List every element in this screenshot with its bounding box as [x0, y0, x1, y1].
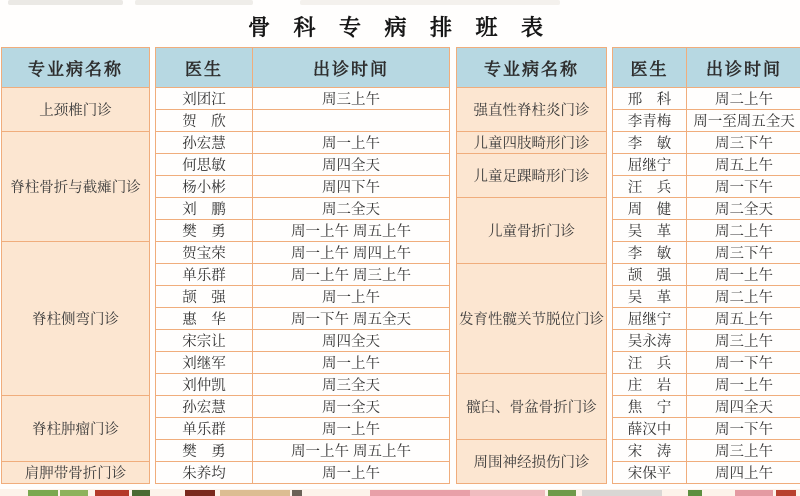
schedule-row [2, 462, 450, 484]
schedule-row [2, 132, 450, 154]
time-cell: 周五上午 [687, 308, 800, 330]
time-cell: 周三上午 [253, 88, 450, 110]
schedule-row [457, 374, 800, 396]
time-cell: 周一上午 [253, 418, 450, 440]
bottom-edge-artifacts [0, 489, 800, 496]
column-header-disease: 专业病名称 [457, 48, 607, 88]
time-cell: 周二全天 [687, 198, 800, 220]
doctor-cell: 贺 欣 [156, 110, 253, 132]
left-schedule-table [1, 47, 450, 484]
right-schedule-table [456, 47, 800, 484]
time-cell: 周一上午 周四上午 [253, 242, 450, 264]
time-cell: 周一下午 [687, 352, 800, 374]
doctor-cell: 樊 勇 [156, 220, 253, 242]
schedule-row [457, 440, 800, 462]
doctor-cell: 汪 兵 [613, 352, 687, 374]
top-smudge [8, 0, 123, 5]
bottom-strip-segment [95, 490, 129, 496]
bottom-strip-segment [582, 490, 662, 496]
time-cell: 周三上午 [687, 330, 800, 352]
doctor-cell: 刘继军 [156, 352, 253, 374]
schedule-row [457, 132, 800, 154]
disease-group-cell: 脊柱骨折与截瘫门诊 [2, 132, 150, 242]
doctor-cell: 庄 岩 [613, 374, 687, 396]
time-cell: 周一上午 [253, 132, 450, 154]
time-cell: 周三上午 [687, 440, 800, 462]
time-cell: 周一下午 [687, 176, 800, 198]
column-header-disease: 专业病名称 [2, 48, 150, 88]
time-cell: 周四上午 [687, 462, 800, 484]
doctor-cell: 贺宝荣 [156, 242, 253, 264]
time-cell: 周三全天 [253, 374, 450, 396]
doctor-cell: 李 敏 [613, 242, 687, 264]
time-cell: 周一上午 [253, 352, 450, 374]
time-cell: 周三下午 [687, 132, 800, 154]
schedule-row [457, 88, 800, 110]
disease-group-cell: 脊柱肿瘤门诊 [2, 396, 150, 462]
doctor-cell: 刘仲凯 [156, 374, 253, 396]
doctor-cell: 单乐群 [156, 264, 253, 286]
time-cell: 周四全天 [253, 330, 450, 352]
disease-group-cell: 肩胛带骨折门诊 [2, 462, 150, 484]
column-header-doctor: 医生 [613, 48, 687, 88]
tables-wrapper [1, 47, 800, 484]
disease-group-cell: 强直性脊柱炎门诊 [457, 88, 607, 132]
bottom-strip-segment [735, 490, 773, 496]
bottom-strip-segment [470, 490, 545, 496]
doctor-cell: 颉 强 [156, 286, 253, 308]
schedule-row [457, 198, 800, 220]
doctor-cell: 李青梅 [613, 110, 687, 132]
schedule-row [457, 154, 800, 176]
header-row [2, 48, 450, 88]
doctor-cell: 屈继宁 [613, 308, 687, 330]
doctor-cell: 惠 华 [156, 308, 253, 330]
schedule-row [2, 242, 450, 264]
bottom-strip-segment [132, 490, 150, 496]
column-header-time: 出诊时间 [687, 48, 800, 88]
disease-group-cell: 脊柱侧弯门诊 [2, 242, 150, 396]
doctor-cell: 吴 革 [613, 286, 687, 308]
bottom-strip-segment [292, 490, 302, 496]
doctor-cell: 宋保平 [613, 462, 687, 484]
disease-group-cell: 儿童四肢畸形门诊 [457, 132, 607, 154]
doctor-cell: 周 健 [613, 198, 687, 220]
time-cell: 周一下午 [687, 418, 800, 440]
time-cell: 周四全天 [687, 396, 800, 418]
time-cell: 周一上午 [253, 286, 450, 308]
doctor-cell: 刘 鹏 [156, 198, 253, 220]
column-header-doctor: 医生 [156, 48, 253, 88]
top-smudge [300, 0, 560, 5]
time-cell: 周一上午 周三上午 [253, 264, 450, 286]
disease-group-cell: 上颈椎门诊 [2, 88, 150, 132]
doctor-cell: 李 敏 [613, 132, 687, 154]
doctor-cell: 吴永涛 [613, 330, 687, 352]
bottom-strip-segment [220, 490, 290, 496]
top-edge-artifacts [0, 0, 800, 7]
doctor-cell: 邢 科 [613, 88, 687, 110]
bottom-strip-segment [28, 490, 58, 496]
doctor-cell: 焦 宁 [613, 396, 687, 418]
doctor-cell: 单乐群 [156, 418, 253, 440]
bottom-strip-segment [776, 490, 796, 496]
column-header-time: 出诊时间 [253, 48, 450, 88]
bottom-strip-segment [60, 490, 88, 496]
doctor-cell: 汪 兵 [613, 176, 687, 198]
time-cell: 周一上午 [253, 462, 450, 484]
bottom-strip-segment [548, 490, 576, 496]
doctor-cell: 朱养均 [156, 462, 253, 484]
time-cell: 周五上午 [687, 154, 800, 176]
doctor-cell: 宋宗让 [156, 330, 253, 352]
disease-group-cell: 发育性髋关节脱位门诊 [457, 264, 607, 374]
time-cell: 周一全天 [253, 396, 450, 418]
time-cell: 周一下午 周五全天 [253, 308, 450, 330]
bottom-strip-segment [688, 490, 702, 496]
time-cell: 周三下午 [687, 242, 800, 264]
time-cell [253, 110, 450, 132]
top-smudge [135, 0, 253, 5]
time-cell: 周二全天 [253, 198, 450, 220]
disease-group-cell: 髋臼、骨盆骨折门诊 [457, 374, 607, 440]
doctor-cell: 吴 革 [613, 220, 687, 242]
time-cell: 周一上午 周五上午 [253, 220, 450, 242]
doctor-cell: 樊 勇 [156, 440, 253, 462]
time-cell: 周四全天 [253, 154, 450, 176]
doctor-cell: 宋 涛 [613, 440, 687, 462]
doctor-cell: 薛汉中 [613, 418, 687, 440]
doctor-cell: 屈继宁 [613, 154, 687, 176]
bottom-strip-segment [370, 490, 470, 496]
schedule-row [2, 88, 450, 110]
time-cell: 周一上午 [687, 374, 800, 396]
header-row [457, 48, 800, 88]
page-title: 骨 科 专 病 排 班 表 [247, 15, 552, 40]
time-cell: 周二上午 [687, 88, 800, 110]
disease-group-cell: 周围神经损伤门诊 [457, 440, 607, 484]
time-cell: 周一上午 周五上午 [253, 440, 450, 462]
schedule-row [2, 396, 450, 418]
disease-group-cell: 儿童骨折门诊 [457, 198, 607, 264]
doctor-cell: 颉 强 [613, 264, 687, 286]
doctor-cell: 杨小彬 [156, 176, 253, 198]
time-cell: 周一上午 [687, 264, 800, 286]
time-cell: 周二上午 [687, 220, 800, 242]
time-cell: 周四下午 [253, 176, 450, 198]
time-cell: 周二上午 [687, 286, 800, 308]
bottom-strip-segment [185, 490, 215, 496]
disease-group-cell: 儿童足踝畸形门诊 [457, 154, 607, 198]
doctor-cell: 孙宏慧 [156, 132, 253, 154]
schedule-row [457, 264, 800, 286]
doctor-cell: 刘团江 [156, 88, 253, 110]
doctor-cell: 孙宏慧 [156, 396, 253, 418]
doctor-cell: 何思敏 [156, 154, 253, 176]
time-cell: 周一至周五全天 [687, 110, 800, 132]
